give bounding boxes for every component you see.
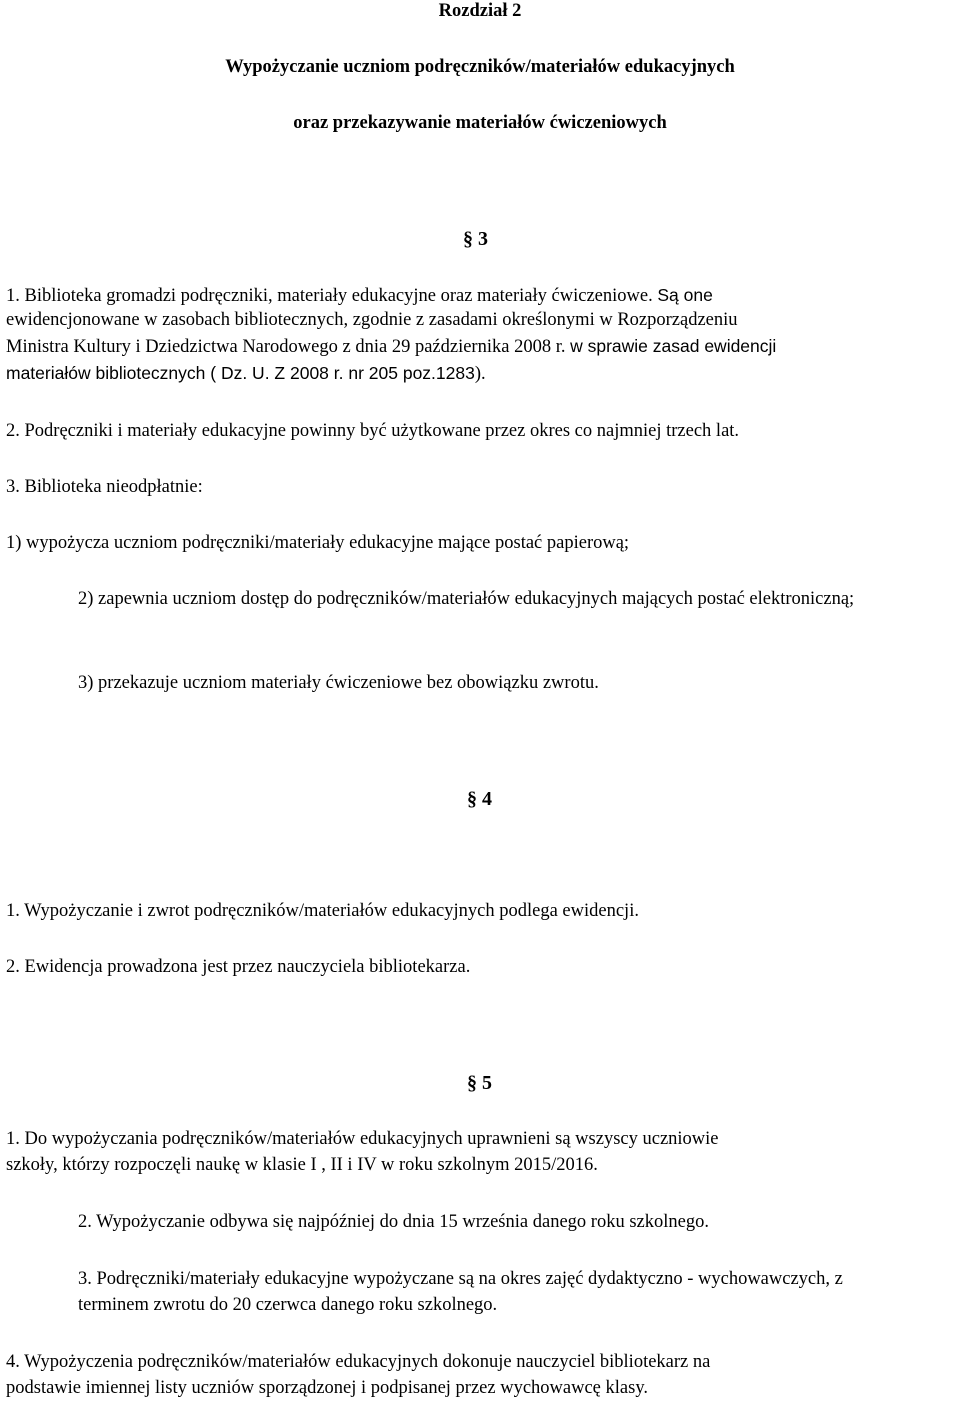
s5-paragraph-3: 3. Podręczniki/materiały edukacyjne wypożyczane są na okres zajęć dydaktyczno - wychowawczych, z terminem zwrotu do 20 czerwca danego roku szkolnego. <box>78 1269 843 1315</box>
s3-paragraph-3-text: Biblioteka nieodpłatnie: <box>24 477 203 497</box>
chapter-title-line-1: Wypożyczanie uczniom podręczników/materiałów edukacyjnych <box>225 57 735 77</box>
s3-paragraph-3 <box>6 474 203 500</box>
s3-paragraph-1-line-3 <box>6 333 776 360</box>
s3-item-2: 2) zapewnia uczniom dostęp do podręczników/materiałów edukacyjnych mających postać elektroniczną; <box>78 589 855 609</box>
s3-paragraph-1-line-1b: Są one <box>657 285 713 305</box>
s3-item-3: 3) przekazuje uczniom materiały ćwiczeniowe bez obowiązku zwrotu. <box>78 673 599 693</box>
chapter-heading: Rozdział 2 <box>438 1 522 21</box>
s3-paragraph-1-line-1a: 1. Biblioteka gromadzi podręczniki, materiały edukacyjne oraz materiały ćwiczeniowe. <box>6 286 653 306</box>
s3-paragraph-1-line-4a: materiałów bibliotecznych ( Dz. U. Z 2008 r. nr 205 poz.1283 <box>6 363 475 383</box>
section-4-sign: § 4 <box>467 788 492 810</box>
s3-paragraph-1-line-3a: Ministra Kultury i Dziedzictwa Narodowego z dnia 29 października 2008 r. <box>6 337 566 357</box>
s3-paragraph-3-number: 3. <box>6 477 20 497</box>
s4-paragraph-2: 2. Ewidencja prowadzona jest przez nauczyciela bibliotekarza. <box>6 957 471 977</box>
s5-paragraph-4-line-2: podstawie imiennej listy uczniów sporządzonej i podpisanej przez wychowawcę klasy. <box>6 1378 648 1398</box>
s3-paragraph-1-line-4b: ). <box>474 364 486 384</box>
section-3-sign: § 3 <box>463 228 488 250</box>
s3-paragraph-1-line-2: ewidencjonowane w zasobach bibliotecznych, zgodnie z zasadami określonymi w Rozporządzeniu <box>6 310 738 330</box>
section-5-sign: § 5 <box>467 1072 492 1094</box>
s3-paragraph-1-line-1 <box>6 282 713 309</box>
chapter-title-line-2: oraz przekazywanie materiałów ćwiczeniowych <box>293 113 667 133</box>
s3-paragraph-1-line-4 <box>6 360 486 387</box>
s4-paragraph-1: 1. Wypożyczanie i zwrot podręczników/materiałów edukacyjnych podlega ewidencji. <box>6 901 639 921</box>
s3-paragraph-2: 2. Podręczniki i materiały edukacyjne powinny być użytkowane przez okres co najmniej trzech lat. <box>6 421 740 441</box>
s3-item-1: 1) wypożycza uczniom podręczniki/materiały edukacyjne mające postać papierową; <box>6 533 630 553</box>
s5-paragraph-4-line-1: 4. Wypożyczenia podręczników/materiałów edukacyjnych dokonuje nauczyciel bibliotekarz na <box>6 1352 711 1372</box>
s3-paragraph-1-line-3b: w sprawie zasad ewidencji <box>570 336 777 356</box>
s5-paragraph-1-line-2: szkoły, którzy rozpoczęli naukę w klasie I , II i IV w roku szkolnym 2015/2016. <box>6 1155 598 1175</box>
s5-paragraph-1-line-1: 1. Do wypożyczania podręczników/materiałów edukacyjnych uprawnieni są wszyscy uczniowie <box>6 1129 719 1149</box>
s5-paragraph-2: 2. Wypożyczanie odbywa się najpóźniej do dnia 15 września danego roku szkolnego. <box>78 1212 709 1232</box>
